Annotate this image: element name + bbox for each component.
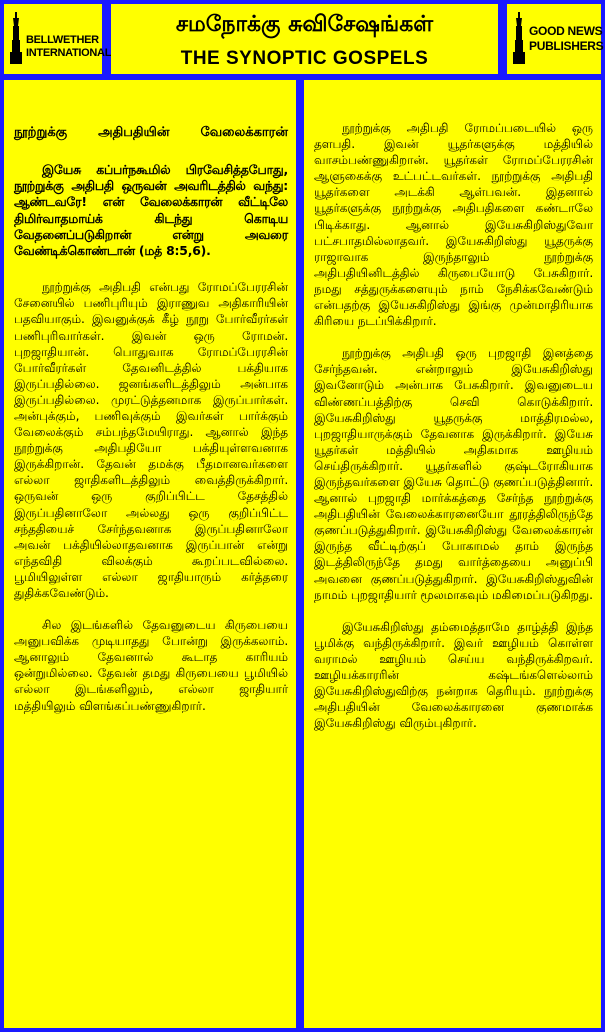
bellwether-logo-text: BELLWETHER INTERNATIONAL: [26, 34, 112, 59]
section-heading: நூற்றுக்கு அதிபதியின் வேலைக்காரன்: [14, 125, 288, 140]
good-news-logo: [507, 4, 604, 74]
bell-tower-icon: [513, 12, 525, 64]
body-paragraph: நூற்றுக்கு அதிபதி ஒரு புறஜாதி இனத்தை சேர்ந்தவன். என்றாலும் இயேசுகிறிஸ்து இவனோடும் அன்பாக பேசுகிறார். இவனுடைய விண்ணப்பத்திற்கு செவி கொடுக்கிறார். இயேசுகிறிஸ்து யூதருக்கு மாத்திரமல்ல, புறஜாதியாருக்கும் தேவனாக இருக்கிறார். இயேசு யூதர்கள் மத்தியில் அதிகமாக ஊழியம் செய்திருக்கிறார். யூதர்களில் குஷ்டரோகியாக இருந்தவர்களை இயேசு தொட்டு குணப்படுத்தினார். ஆனால் புறஜாதி மார்க்கத்தை சேர்ந்த நூற்றுக்கு அதிபதியின் வேலைக்காரனையோ தூரத்திலிருந்தே குணப்படுத்துகிறார். இயேசுகிறிஸ்து வேலைக்காரன் இருந்த வீட்டிற்குப் போகாமல் தாம் இருந்த இடத்திலிருந்தே தமது வார்த்தையை அனுப்பி அவனை குணப்படுத்துகிறார். இயேசுகிறிஸ்துவின் நாமம் புறஜாதியார் மூலமாகவும் மகிமைப்படுகிறது.: [314, 346, 593, 602]
left-column: [4, 80, 296, 1028]
page-header: [0, 0, 605, 80]
title-banner: [111, 4, 498, 74]
bell-tower-icon: [10, 12, 22, 64]
page-title-english: THE SYNOPTIC GOSPELS: [180, 48, 429, 69]
body-paragraph: நூற்றுக்கு அதிபதி என்பது ரோமப்பேரரசின் சேனையில் பணிபுரியும் இராணுவ அதிகாரியின் பதவியாகும். இவனுக்குக் கீழ் நூறு போர்வீரர்கள் பணிபுரிவார்கள். இவன் ஒரு ரோமன். புறஜாதியான். பொதுவாக ரோமப்பேரரசின் போர்வீரர்கள் தேவனிடத்தில் பக்தியாக இருப்பதில்லை. ஜனங்களிடத்திலும் அன்பாக இருப்பதில்லை. முரட்டுத்தனமாக இருப்பார்கள். அன்புக்கும், பணிவுக்கும் இவர்கள் பார்க்கும் வேலைக்கும் சம்பந்தமேயிராது. ஆனால் இந்த நூற்றுக்கு அதிபதியோ பக்தியுள்ளவனாக இருக்கிறான். தேவன் தமக்கு பீதமானவர்களை எல்லா ஜாதிகளிடத்திலும் வைத்திருக்கிறார். ஒருவன் ஒரு குறிப்பிட்ட தேசத்தில் இருப்பதினாலோ அல்லது ஒரு குறிப்பிட்ட சந்ததியைச் சேர்ந்தவனாக இருப்பதினாலோ அவன் பக்தியில்லாதவனாக இருப்பான் என்று எந்தவிதி விலக்கும் கூறப்படவில்லை. பூமியிலுள்ள எல்லா ஜாதியாரும் கர்த்தரை துதிக்கவேண்டும்.: [14, 280, 288, 600]
good-news-logo-text: GOOD NEWS PUBLISHERS: [529, 24, 604, 53]
body-paragraph: இயேசுகிறிஸ்து தம்மைத்தாமே தாழ்த்தி இந்த பூமிக்கு வந்திருக்கிறார். இவர் ஊழியம் கொள்ள வராமல் ஊழியம் செய்ய வந்திருக்கிறவர். ஊழியக்காரரின் கஷ்டங்களெல்லாம் இயேசுகிறிஸ்துவிற்கு நன்றாக தெரியும். நூற்றுக்கு அதிபதியின் வேலைக்காரனை குணமாக்க இயேசுகிறிஸ்து விரும்புகிறார்.: [314, 619, 593, 731]
body-paragraph: நூற்றுக்கு அதிபதி ரோமப்படையில் ஒரு தளபதி. இவன் யூதர்களுக்கு மத்தியில் வாசம்பண்ணுகிறான். யூதர்கள் ரோமப்பேரரசின் ஆளுகைக்கு உட்பட்டவர்கள். நூற்றுக்கு அதிபதி யூதர்களை அடக்கி ஆள்பவன். இதனால் யூதர்களுக்கு நூற்றுக்கு அதிபதிகளை கண்டாலே பிடிக்காது. ஆனால் இயேசுகிறிஸ்துவோ பட்சபாதமில்லாதவர். இயேசுகிறிஸ்து யூதருக்கு ராஜாவாக இருந்தாலும் நூற்றுக்கு அதிபதியினிடத்தில் கிருபையோடு பேசுகிறார். நமது சத்துருக்களையும் நாம் நேசிக்கவேண்டும் என்பதற்கு இயேசுகிறிஸ்து இங்கு முன்மாதிரியாக கிரியை நடப்பிக்கிறார்.: [314, 121, 593, 329]
right-column: [304, 80, 601, 1028]
bellwether-logo: [4, 4, 112, 74]
page-title-tamil: சமநோக்கு சுவிசேஷங்கள்: [175, 12, 434, 37]
body-paragraph: சில இடங்களில் தேவனுடைய கிருபையை அனுபவிக்க முடியாதது போன்று இருக்கலாம். ஆனாலும் தேவனால் கூடாத காரியம் ஒன்றுமில்லை. தேவன் தமது கிருபையை பூமியில் எல்லா இடங்களிலும், எல்லா ஜாதியார் மத்தியிலும் விளங்கப்பண்ணுகிறார்.: [14, 618, 288, 713]
scripture-quote: இயேசு கப்பர்நகூமில் பிரவேசித்தபோது, நூற்றுக்கு அதிபதி ஒருவன் அவரிடத்தில் வந்து: ஆண்டவரே! என் வேலைக்காரன் வீட்டிலே திமிர்வாதமாய்க் கிடந்து கொடிய வேதனைப்படுகிறான் என்று அவரை வேண்டிக்கொண்டான் (மத் 8:5,6).: [14, 162, 288, 259]
